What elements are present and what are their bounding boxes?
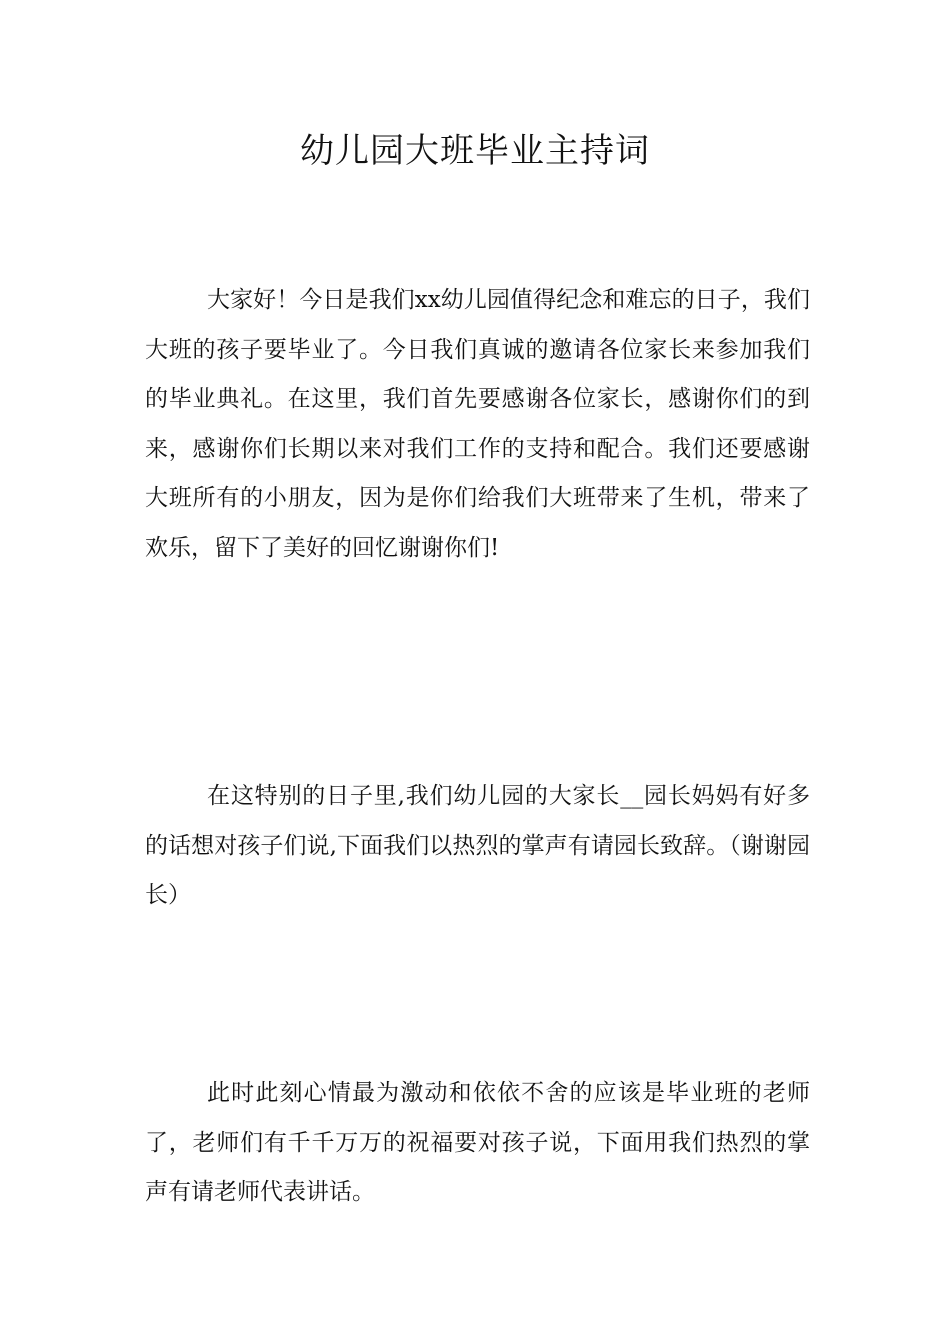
paragraph-teachers: 此时此刻心情最为激动和依依不舍的应该是毕业班的老师了，老师们有千千万万的祝福要对孩子说，下面用我们热烈的掌声有请老师代表讲话。: [145, 1080, 810, 1205]
paragraph-opening: 大家好！今日是我们xx幼儿园值得纪念和难忘的日子，我们大班的孩子要毕业了。今日我们真诚的邀请各位家长来参加我们的毕业典礼。在这里，我们首先要感谢各位家长，感谢你们的到来，感谢你们长期以来对我们工作的支持和配合。我们还要感谢大班所有的小朋友，因为是你们给我们大班带来了生机，带来了欢乐，留下了美好的回忆谢谢你们!: [145, 287, 810, 561]
document-title: 幼儿园大班毕业主持词: [300, 131, 650, 171]
paragraph-principal: 在这特别的日子里,我们幼儿园的大家长__园长妈妈有好多的话想对孩子们说,下面我们以热烈的掌声有请园长致辞。（谢谢园长）: [145, 783, 810, 908]
